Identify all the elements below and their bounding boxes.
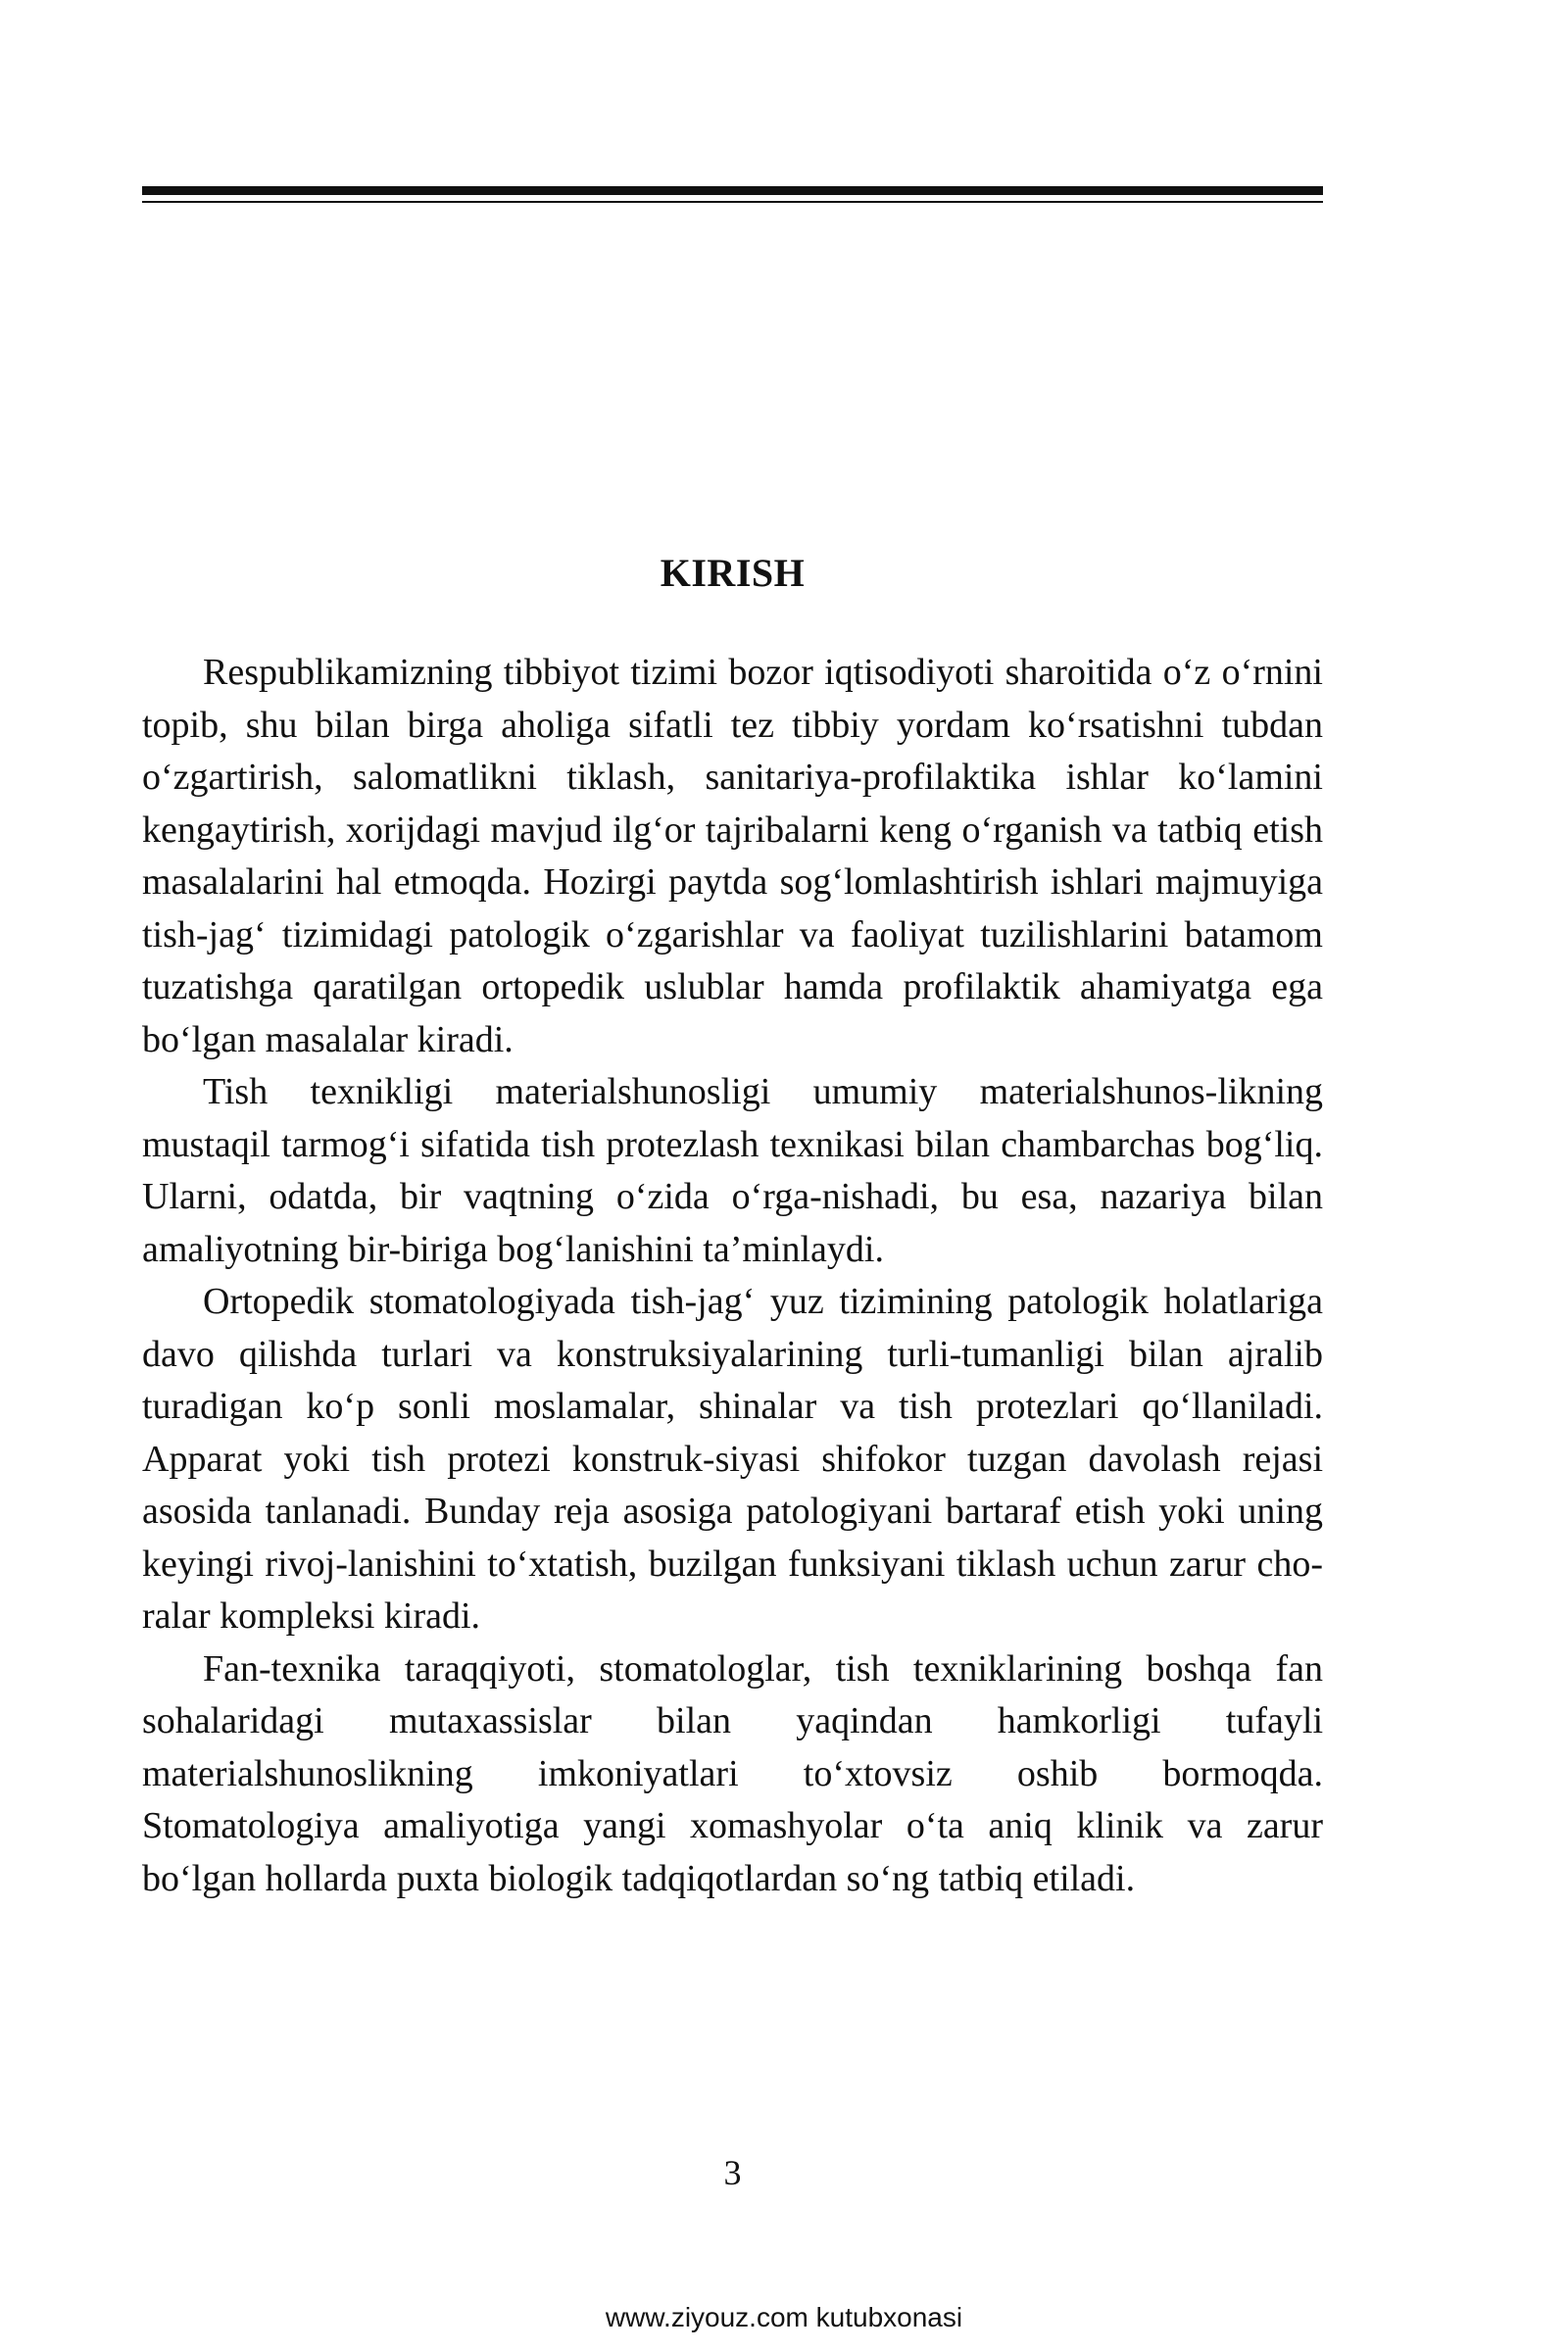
- page-number: 3: [723, 2153, 742, 2192]
- paragraph-1: Respublikamizning tibbiyot tizimi bozor iqtisodiyoti sharoitida o‘z o‘rnini topib, shu bilan birga aholiga sifatli tez tibbiy yordam ko‘rsatishni tubdan o‘zgartirish, salomatlikni tiklash, sanitariya-profilaktika ishlar ko‘lamini kengaytirish, xorijdagi mavjud ilg‘or tajribalarni keng o‘rganish va tatbiq etish masalalarini hal etmoqda. Hozirgi paytda sog‘lomlashtirish ishlari majmuyiga tish-jag‘ tizimidagi patologik o‘zgarishlar va faoliyat tuzilishlarini batamom tuzatishga qaratilgan ortopedik uslublar hamda profilaktik ahamiyatga ega bo‘lgan masalalar kiradi.: [142, 652, 1323, 1060]
- paragraph-3: Ortopedik stomatologiyada tish-jag‘ yuz tizimining patologik holatlariga davo qilishda turlari va konstruksiyalarining turli-tumanligi bilan ajralib turadigan ko‘p sonli moslamalar, shinalar va tish protezlari qo‘llaniladi. Apparat yoki tish protezi konstruk-siyasi shifokor tuzgan davolash rejasi asosida tanlanadi. Bunday reja asosiga patologiyani bartaraf etish yoki uning keyingi rivoj-lanishini to‘xtatish, buzilgan funksiyani tiklash uchun zarur cho-ralar kompleksi kiradi.: [142, 1281, 1323, 1637]
- watermark-text: www.ziyouz.com kutubxonasi: [605, 2302, 963, 2332]
- chapter-heading: KIRISH: [660, 551, 806, 595]
- body-text: [142, 647, 1323, 1905]
- header-rule-thick: [142, 186, 1323, 195]
- paragraph-2: Tish texnikligi materialshunosligi umumiy materialshunos-likning mustaqil tarmog‘i sifatida tish protezlash texnikasi bilan chambarchas bog‘liq. Ularni, odatda, bir vaqtning o‘zida o‘rga-nishadi, bu esa, nazariya bilan amaliyotning bir-biriga bog‘lanishini ta’minlaydi.: [142, 1071, 1323, 1270]
- paragraph-4: Fan-texnika taraqqiyoti, stomatologlar, tish texniklarining boshqa fan sohalaridagi mutaxassislar bilan yaqindan hamkorligi tufayli materialshunoslikning imkoniyatlari to‘xtovsiz oshib bormoqda. Stomatologiya amaliyotiga yangi xomashyolar o‘ta aniq klinik va zarur bo‘lgan hollarda puxta biologik tadqiqotlardan so‘ng tatbiq etiladi.: [142, 1647, 1323, 1899]
- header-rule-thin: [142, 201, 1323, 203]
